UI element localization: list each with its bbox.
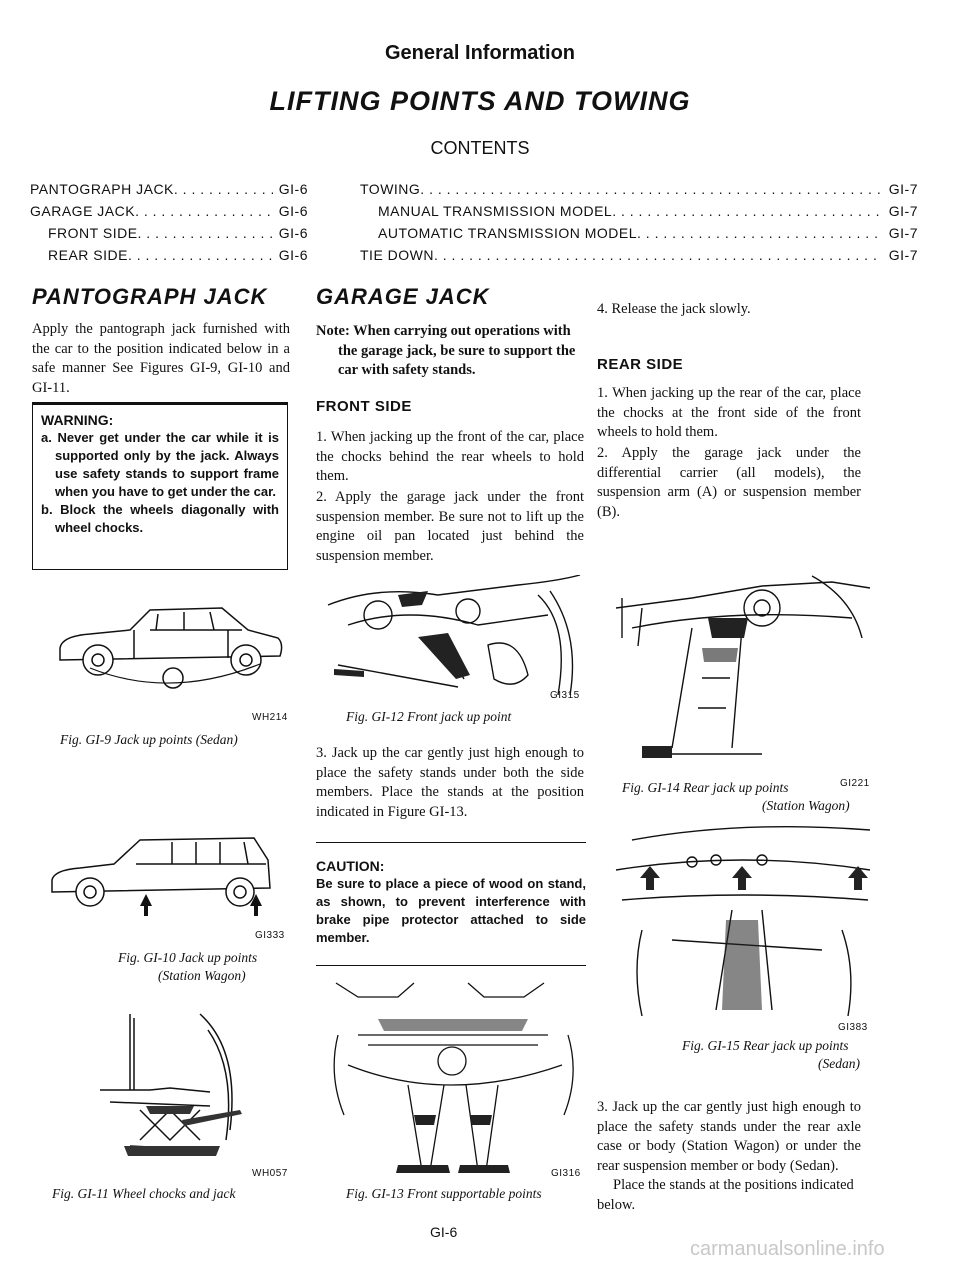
fig14-caption-line1: Fig. GI-14 Rear jack up points xyxy=(622,780,789,795)
warning-b: b. Block the wheels diagonally with wheel chocks. xyxy=(41,502,279,535)
caution-title: CAUTION: xyxy=(316,858,385,874)
toc-page: GI-7 xyxy=(888,225,918,241)
front-step-1: 1. When jacking up the front of the car, place the chocks behind the rear wheels to hold them. xyxy=(316,429,584,484)
garage-jack-heading: GARAGE JACK xyxy=(316,284,490,309)
toc-label: TIE DOWN xyxy=(360,247,434,263)
rear-step-1: 1. When jacking up the rear of the car, place the chocks at the front side of the front wheels to hold them. xyxy=(597,385,861,440)
fig10-caption-line1: Fig. GI-10 Jack up points xyxy=(118,950,258,965)
page-number: GI-6 xyxy=(430,1224,458,1240)
toc-entry[interactable] xyxy=(30,222,308,244)
page-title: LIFTING POINTS AND TOWING xyxy=(269,86,691,116)
toc-label: TOWING xyxy=(360,181,421,197)
pantograph-intro: Apply the pantograph jack furnished with the car to the position indicated below in a safe manner See Figures GI-9, GI-10 and GI-11. xyxy=(32,321,290,396)
toc-page: GI-7 xyxy=(888,247,918,263)
toc-entry[interactable] xyxy=(30,178,308,200)
rear-jack-points-wagon-illustration xyxy=(612,568,874,768)
toc-entry[interactable] xyxy=(360,222,918,244)
fig10-caption-line2: (Station Wagon) xyxy=(158,968,246,983)
toc-entry[interactable] xyxy=(360,178,918,200)
rear-step-3b: Place the stands at the positions indicated below. xyxy=(597,1177,854,1213)
fig14-caption-line2: (Station Wagon) xyxy=(762,798,850,813)
front-side-heading: FRONT SIDE xyxy=(316,398,412,415)
toc-label: AUTOMATIC TRANSMISSION MODEL xyxy=(378,225,638,241)
toc-entry[interactable] xyxy=(30,200,308,222)
toc-page: GI-7 xyxy=(888,203,918,219)
toc-label: FRONT SIDE xyxy=(48,225,138,241)
toc-page: GI-6 xyxy=(278,247,308,263)
rear-step-2: 2. Apply the garage jack under the differential carrier (all models), the suspension arm (A) or suspension member (B). xyxy=(597,445,861,520)
fig15-code: GI383 xyxy=(838,1022,868,1033)
fig14-code: GI221 xyxy=(840,778,870,789)
fig12-caption: Fig. GI-12 Front jack up point xyxy=(346,709,512,724)
fig12-code: GI315 xyxy=(550,690,580,701)
toc-left xyxy=(30,178,308,266)
wheel-chock-jack-illustration xyxy=(90,1010,260,1160)
toc-page: GI-6 xyxy=(278,203,308,219)
toc-page: GI-6 xyxy=(278,181,308,197)
toc-page: GI-7 xyxy=(888,181,918,197)
watermark: carmanualsonline.info xyxy=(690,1238,885,1260)
warning-a: a. Never get under the car while it is supported only by the jack. Always use safety stands to support frame when you have to get under the car. xyxy=(41,430,279,499)
front-step-3: 3. Jack up the car gently just high enough to place the safety stands under both the side members. Place the stands at the position indicated in Figure GI-13. xyxy=(316,745,584,820)
toc-entry[interactable] xyxy=(360,200,918,222)
toc-entry[interactable] xyxy=(30,244,308,266)
caution-box xyxy=(316,842,586,966)
fig13-caption: Fig. GI-13 Front supportable points xyxy=(346,1186,542,1201)
fig9-code: WH214 xyxy=(252,712,288,723)
pantograph-jack-heading: PANTOGRAPH JACK xyxy=(32,284,268,309)
toc-label: GARAGE JACK xyxy=(30,203,136,219)
warning-box xyxy=(32,402,288,570)
toc-right xyxy=(360,178,918,266)
fig11-caption: Fig. GI-11 Wheel chocks and jack xyxy=(52,1186,236,1201)
fig13-code: GI316 xyxy=(551,1168,581,1179)
front-step-4: 4. Release the jack slowly. xyxy=(597,301,751,317)
sedan-jack-points-illustration xyxy=(50,600,290,700)
garage-jack-note: Note: When carrying out operations with the garage jack, be sure to support the car with safety stands. xyxy=(316,323,576,378)
fig11-code: WH057 xyxy=(252,1168,288,1179)
front-step-2: 2. Apply the garage jack under the front suspension member. Be sure not to lift up the engine oil pan located just behind the suspension member. xyxy=(316,489,584,564)
rear-jack-points-sedan-illustration xyxy=(612,820,874,1016)
warning-title: WARNING: xyxy=(41,412,114,428)
contents-title: CONTENTS xyxy=(430,138,530,158)
front-supportable-points-illustration xyxy=(318,975,590,1175)
fig15-caption-line2: (Sedan) xyxy=(818,1056,860,1071)
toc-label: PANTOGRAPH JACK xyxy=(30,181,174,197)
fig10-code: GI333 xyxy=(255,930,285,941)
toc-label: REAR SIDE xyxy=(48,247,128,263)
fig9-caption: Fig. GI-9 Jack up points (Sedan) xyxy=(60,732,238,747)
toc-page: GI-6 xyxy=(278,225,308,241)
rear-step-3: 3. Jack up the car gently just high enough to place the safety stands under the rear axle case or body (Station Wagon) or under the rear suspension member or body (Sedan). xyxy=(597,1099,861,1174)
caution-text: Be sure to place a piece of wood on stand, as shown, to prevent interference with brake pipe protector attached to side member. xyxy=(316,876,586,945)
front-jack-point-illustration xyxy=(318,575,590,695)
wagon-jack-points-illustration xyxy=(44,830,294,930)
section-header: General Information xyxy=(384,42,576,64)
toc-label: MANUAL TRANSMISSION MODEL xyxy=(378,203,613,219)
toc-entry[interactable] xyxy=(360,244,918,266)
fig15-caption-line1: Fig. GI-15 Rear jack up points xyxy=(682,1038,849,1053)
rear-side-heading: REAR SIDE xyxy=(597,356,684,373)
